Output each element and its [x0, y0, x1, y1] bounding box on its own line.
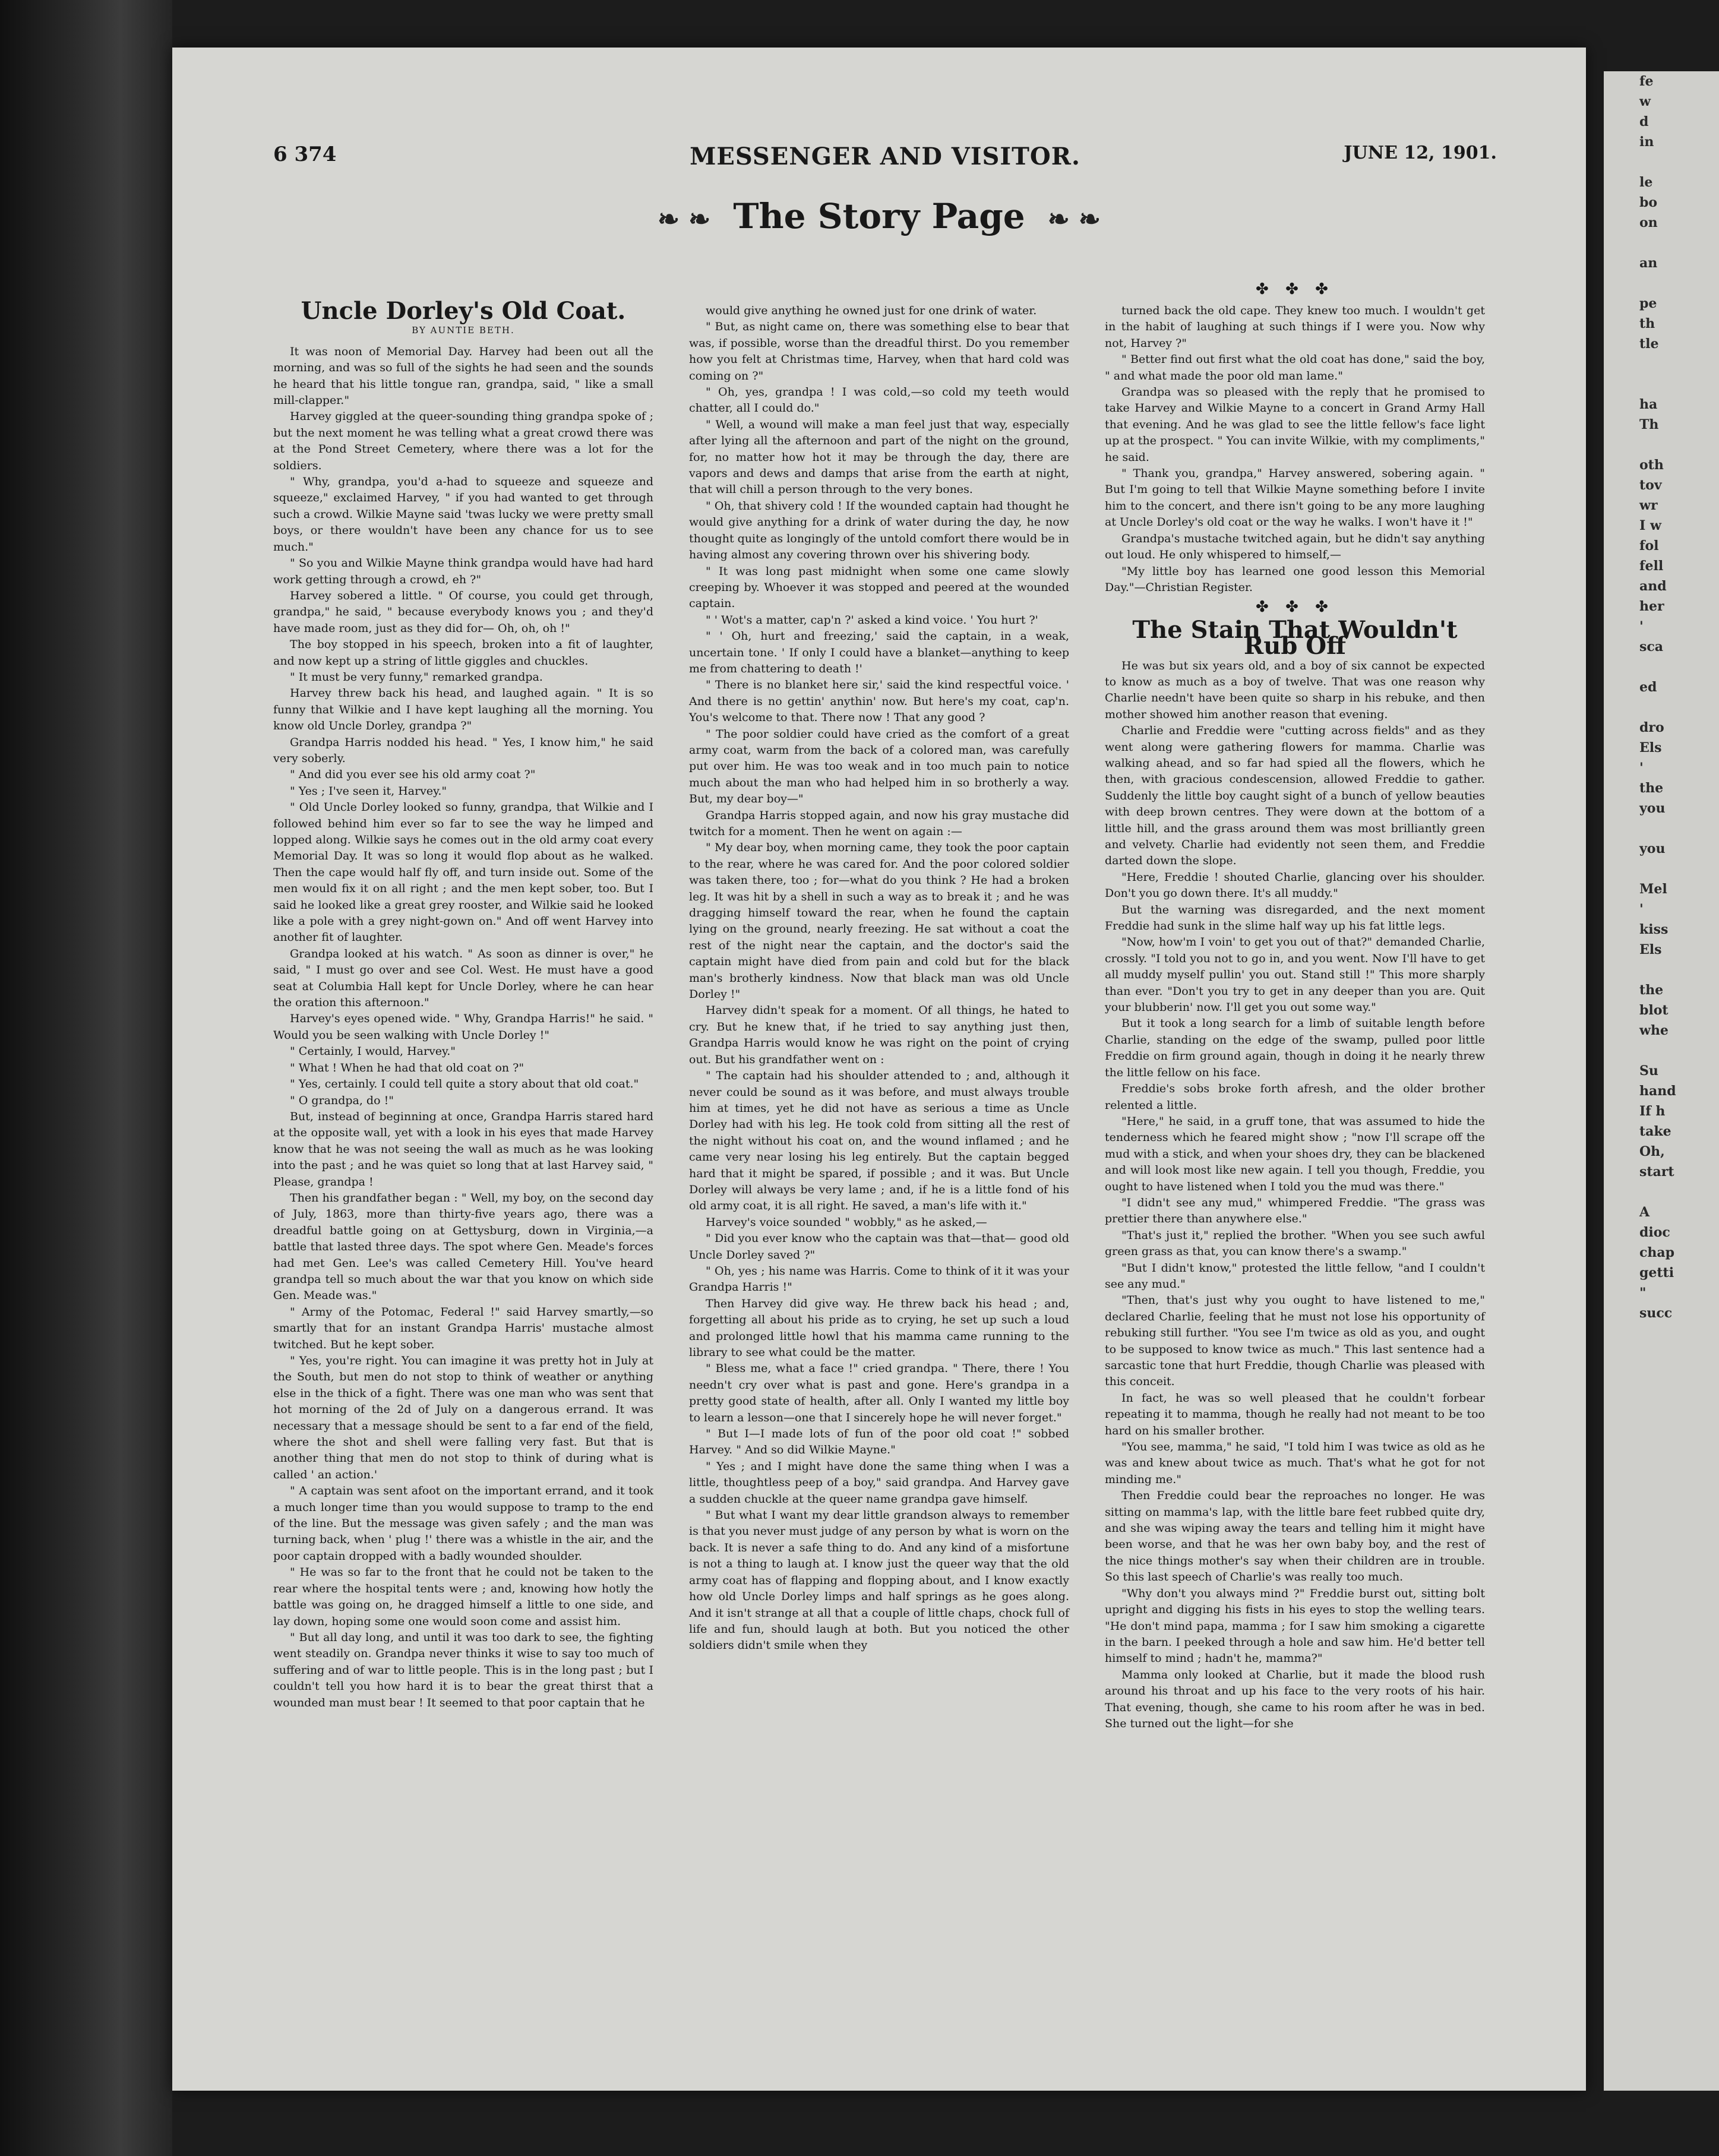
paragraph: " Oh, that shivery cold ! If the wounded captain had thought he would give anything for a drink of water during the day, he now thought quite as longingly of the untold comfort there would be in having almost any covering thrown over his shivering body. [689, 499, 1069, 562]
paragraph: " But what I want my dear little grandson always to remember is that you never must judge of any person by what is worn on the back. It is never a safe thing to do. And any kind of a misfortune is not a thing to laugh at. I know just the queer way that the old army coat has of flapping and flopping about, and I know exactly how old Uncle Dorley limps and half springs as he goes along. And it isn't strange at all that a couple of little chaps, chock full of life and fun, should laugh at both. But you noticed the other soldiers didn't smile when they [689, 1509, 1069, 1652]
edge-fragment: in [1639, 134, 1654, 150]
paragraph: Harvey threw back his head, and laughed again. " It is so funny that Wilkie and I have kept laughing all the morning. You know old Uncle Dorley, grandpa ?" [273, 687, 653, 733]
edge-fragment: whe [1639, 1023, 1669, 1038]
edge-fragment [1639, 818, 1719, 839]
edge-fragment [1639, 435, 1719, 455]
paragraph: " The captain had his shoulder attended to ; and, although it never could be sound as it was before, and must always trouble him at times, yet he did not have as serious a time as Uncle Dorley had with his leg. He took cold from sitting all the rest of the night without his coat on, and the wound inflamed ; and he came very near losing his leg entirely. But the captain begged hard that it might be spared, if possible ; and it was. But Uncle Dorley will always be very lame ; and, if he is a little fond of his old army coat, it is all right. He saved, a man's life with it." [689, 1069, 1069, 1213]
edge-fragment: sca [1639, 639, 1664, 655]
edge-fragment: oth [1639, 457, 1664, 473]
edge-fragment: tov [1639, 478, 1662, 493]
paragraph: " Yes, you're right. You can imagine it was pretty hot in July at the South, but men do not stop to think of weather or anything else in the thick of a fight. There was one man who was sent that hot morning of the 2d of July on a dangerous errand. It was necessary that a message should be sent to a far end of the field, where the shot and shell were falling very fast. But that is another thing that men do not stop to think of during what is called ' an action.' [273, 1354, 653, 1481]
edge-fragment: tle [1639, 336, 1659, 352]
story-body [689, 303, 1069, 1654]
paragraph: " Bless me, what a face !" cried grandpa. " There, there ! You needn't cry over what is past and gone. Here's grandpa in a pretty good state of health, after all. Only I wanted my little boy to learn a lesson—one that I sincerely hope he will never forget." [689, 1362, 1069, 1424]
newspaper-page [172, 48, 1586, 2091]
paragraph: " But I—I made lots of fun of the poor old coat !" sobbed Harvey. " And so did Wilkie Mayne." [689, 1427, 1069, 1457]
edge-fragment: pe [1639, 296, 1657, 311]
edge-fragment: d [1639, 114, 1649, 129]
edge-fragment: take [1639, 1124, 1671, 1139]
edge-fragment: blot [1639, 1003, 1669, 1018]
paragraph: " Well, a wound will make a man feel just that way, especially after lying all the afternoon and part of the night on the ground, for, no matter how hot it may be through the day, there are vapors and dews and damps that arise from the earth at night, that will chill a person through to the very bones. [689, 418, 1069, 497]
paragraph: But the warning was disregarded, and the next moment Freddie had sunk in the slime half way up his fat little legs. [1105, 903, 1485, 933]
section-title [172, 196, 1586, 236]
edge-fragment: fol [1639, 538, 1659, 554]
column-3 [1105, 303, 1485, 1732]
paragraph: Then Harvey did give way. He threw back his head ; and, forgetting all about his pride as to crying, he set up such a loud and prolonged little howl that his mamma came running to the library to see what could be the matter. [689, 1297, 1069, 1359]
paragraph: Grandpa's mustache twitched again, but he didn't say anything out loud. He only whispered to himself,— [1105, 532, 1485, 562]
paragraph: "My little boy has learned one good lesson this Memorial Day."—Christian Register. [1105, 564, 1485, 594]
masthead: MESSENGER AND VISITOR. [690, 143, 1080, 170]
edge-fragment [1639, 374, 1719, 394]
edge-fragment [1639, 152, 1719, 172]
page-number: 6 374 [273, 143, 337, 166]
edge-fragment: you [1639, 841, 1666, 856]
paragraph: "That's just it," replied the brother. "When you see such awful green grass as that, you can know there's a swamp." [1105, 1228, 1485, 1259]
edge-fragment: fell [1639, 558, 1664, 574]
story-title: Uncle Dorley's Old Coat. [301, 297, 626, 325]
edge-fragment: le [1639, 175, 1653, 190]
paragraph: " Why, grandpa, you'd a-had to squeeze and squeeze and squeeze," exclaimed Harvey, " if you had wanted to get through such a crowd. Wilkie Mayne said 'twas lucky we were pretty small boys, or there wouldn't have been any chance for us to see much." [273, 475, 653, 554]
edge-fragment: Oh, [1639, 1144, 1665, 1159]
paragraph: " A captain was sent afoot on the important errand, and it took a much longer time than you would suppose to tramp to the end of the line. But the message was given safely ; and the man was turning back, when ' plug !' there was a whistle in the air, and the poor captain dropped with a badly wounded shoulder. [273, 1484, 653, 1563]
paragraph: Mamma only looked at Charlie, but it made the blood rush around his throat and up his face to the very roots of his hair. That evening, though, she came to his room after he was in bed. She turned out the light—for she [1105, 1668, 1485, 1730]
edge-fragment: Mel [1639, 881, 1667, 897]
fleuron-ornament-icon: ❧ ❧ [1047, 204, 1101, 235]
edge-fragment: bo [1639, 195, 1658, 210]
paragraph: " What ! When he had that old coat on ?" [290, 1061, 524, 1074]
edge-fragment: th [1639, 316, 1655, 331]
edge-fragment [1639, 657, 1719, 677]
paragraph: " Old Uncle Dorley looked so funny, grandpa, that Wilkie and I followed behind him ever so far to see the way he limped and lopped along. Wilkie says he comes out in the old army coat every Memorial Day. It was so long it would flop about as he walked. Then the cape would half fly off, and turn inside out. Some of the men would fix it on all right ; and the men kept sober, too. But I said he looked like a great grey rooster, and Wilkie said he looked like a pole with a grey night-gown on." And off went Harvey into another fit of laughter. [273, 801, 653, 944]
paragraph: " Oh, yes ; his name was Harris. Come to think of it it was your Grandpa Harris !" [689, 1264, 1069, 1294]
paragraph: Grandpa looked at his watch. " As soon as dinner is over," he said, " I must go over and see Col. West. He must have a good seat at Columbia Hall kept for Uncle Dorley, where he can hear the oration this afternoon." [273, 947, 653, 1010]
edge-fragment: ha [1639, 397, 1658, 412]
edge-fragment: fe [1639, 74, 1654, 89]
edge-fragment: ed [1639, 679, 1657, 695]
paragraph: Harvey sobered a little. " Of course, you could get through, grandpa," he said, " because everybody knows you ; and they'd have made room, just as they did for— Oh, oh, oh !" [273, 589, 653, 635]
paragraph: Charlie and Freddie were "cutting across fields" and as they went along were gathering flowers for mamma. Charlie was walking ahead, and so far had spied all the flowers, which he then, with gracious condescension, allowed Freddie to gather. Suddenly the little boy caught sight of a bunch of yellow beauties with deep brown centres. They were down at the bottom of a little hill, and the grass around them was most brilliantly green and velvety. Charlie had evidently not seen them, and Freddie darted down the slope. [1105, 724, 1485, 868]
paragraph: Then Freddie could bear the reproaches no longer. He was sitting on mamma's lap, with the little bare feet rubbed quite dry, and she was wiping away the tears and telling him it might have been worse, and that he was her own baby boy, and the rest of the nice things mother's say when their children are in trouble. So this last speech of Charlie's was really too much. [1105, 1489, 1485, 1584]
edge-fragment: w [1639, 94, 1651, 109]
book-spine [0, 0, 172, 2156]
edge-fragment: A [1639, 1205, 1650, 1220]
story-body [1105, 303, 1485, 596]
paragraph: "You see, mamma," he said, "I told him I was twice as old as he was and knew about twice as much. That's what he got for not minding me." [1105, 1440, 1485, 1486]
paragraph: " Certainly, I would, Harvey." [290, 1045, 456, 1058]
paragraph: " Better find out first what the old coat has done," said the boy, " and what made the poor old man lame." [1105, 353, 1485, 382]
edge-fragment [1639, 273, 1719, 293]
paragraph: " ' Wot's a matter, cap'n ?' asked a kind voice. ' You hurt ?' [706, 613, 1038, 627]
edge-fragment: and [1639, 578, 1667, 594]
paragraph: Harvey giggled at the queer-sounding thing grandpa spoke of ; but the next moment he was telling what a great crowd there was at the Pond Street Cemetery, where there was a lot for the soldiers. [273, 410, 653, 472]
paragraph: "Why don't you always mind ?" Freddie burst out, sitting bolt upright and digging his fists in his eyes to stop the welling tears. "He don't mind papa, mamma ; for I saw him smoking a cigarette in the barn. I peeked through a hole and saw him. He'd better tell himself to mind ; hadn't he, mamma?" [1105, 1586, 1485, 1665]
edge-fragment: an [1639, 255, 1658, 271]
paragraph: " The poor soldier could have cried as the comfort of a great army coat, warm from the back of a colored man, was carefully put over him. He was too weak and in too much pain to notice much about the man who had helped him in so brotherly a way. But, my dear boy—" [689, 727, 1069, 806]
edge-fragment [1639, 1041, 1719, 1061]
edge-fragment [1639, 697, 1719, 717]
paragraph: Grandpa was so pleased with the reply that he promised to take Harvey and Wilkie Mayne to a concert in Grand Army Hall that evening. And he was glad to see the little fellow's face light up at the prospect. " You can invite Wilkie, with my compliments," he said. [1105, 385, 1485, 464]
edge-fragment: you [1639, 801, 1666, 816]
edge-fragment: ' [1639, 902, 1644, 917]
paragraph: turned back the old cape. They knew too much. I wouldn't get in the habit of laughing at such things if I were you. Now why not, Harvey ?" [1105, 304, 1485, 350]
paragraph: " Thank you, grandpa," Harvey answered, sobering again. " But I'm going to tell that Wilkie Mayne something before I invite him to the concert, and there isn't going to be any more laughing at Uncle Dorley's old coat or the way he walks. I won't have it !" [1105, 467, 1485, 529]
paragraph: " And did you ever see his old army coat ?" [290, 768, 536, 782]
paragraph: Harvey's eyes opened wide. " Why, Grandpa Harris!" he said. " Would you be seen walking with Uncle Dorley !" [273, 1012, 653, 1042]
column-2 [689, 303, 1069, 1654]
story-byline: BY AUNTIE BETH. [412, 325, 515, 336]
paragraph: " Did you ever know who the captain was that—that— good old Uncle Dorley saved ?" [689, 1232, 1069, 1262]
paragraph: In fact, he was so well pleased that he couldn't forbear repeating it to mamma, though he really had not meant to be too hard on his smaller brother. [1105, 1391, 1485, 1437]
edge-fragment: her [1639, 599, 1664, 614]
paragraph: " Yes ; and I might have done the same thing when I was a little, thoughtless peep of a boy," said grandpa. And Harvey gave a sudden chuckle at the queer name grandpa gave himself. [689, 1459, 1069, 1506]
story-body [273, 344, 653, 1711]
paragraph: But it took a long search for a limb of suitable length before Charlie, standing on the edge of the swamp, pulled poor little Freddie on firm ground again, though in doing it he nearly threw the little fellow on his face. [1105, 1017, 1485, 1079]
edge-fragment [1639, 233, 1719, 253]
paragraph: " He was so far to the front that he could not be taken to the rear where the hospital tents were ; and, knowing how hotly the battle was going on, he dragged himself a little to one side, and lay down, hoping some one would soon come and assist him. [273, 1566, 653, 1628]
edge-fragment [1639, 960, 1719, 980]
paragraph: "Here, Freddie ! shouted Charlie, glancing over his shoulder. Don't you go down there. It's all muddy." [1105, 870, 1485, 900]
edge-fragment: ' [1639, 619, 1644, 634]
story-title: The Stain That Wouldn't Rub Off [1132, 615, 1458, 660]
edge-fragment: chap [1639, 1245, 1675, 1260]
edge-fragment: If h [1639, 1104, 1666, 1119]
paragraph: Freddie's sobs broke forth afresh, and the older brother relented a little. [1105, 1082, 1485, 1112]
paragraph: " But all day long, and until it was too dark to see, the fighting went steadily on. Grandpa never thinks it wise to say too much of suffering and of war to little people. This is in the long past ; but I couldn't tell you how hard it is to bear the great thirst that a wounded man must bear ! It seemed to that poor captain that he [273, 1630, 653, 1709]
paragraph: " It was long past midnight when some one came slowly creeping by. Whoever it was stopped and peered at the wounded captain. [689, 564, 1069, 611]
adjacent-page-edge [1604, 71, 1719, 2091]
edge-fragment: the [1639, 780, 1664, 796]
paragraph: Harvey's voice sounded " wobbly," as he asked,— [706, 1215, 987, 1229]
paragraph: It was noon of Memorial Day. Harvey had been out all the morning, and was so full of the sights he had seen and the sounds he heard that his little tongue ran, grandpa, said, " like a small mill-clapper." [273, 344, 653, 407]
edge-fragment: the [1639, 982, 1664, 998]
edge-fragment [1639, 859, 1719, 879]
paragraph: "Here," he said, in a gruff tone, that was assumed to hide the tenderness which he feared might show ; "now I'll scrape off the mud with a stick, and when your shoes dry, they can be blackened and will look most like new again. I tell you though, Freddie, you ought to have listened when I told you the mud was there." [1105, 1114, 1485, 1193]
edge-fragment: kiss [1639, 922, 1669, 937]
edge-fragment: Els [1639, 942, 1662, 957]
paragraph: Grandpa Harris stopped again, and now his gray mustache did twitch for a moment. Then he went on again :— [689, 808, 1069, 838]
edge-fragment [1639, 354, 1719, 374]
story-separator: ✤ ✤ ✤ [1256, 598, 1334, 617]
paragraph: " So you and Wilkie Mayne think grandpa would have had hard work getting through a crowd, eh ?" [273, 557, 653, 586]
edge-fragment [1639, 1182, 1719, 1202]
paragraph: The boy stopped in his speech, broken into a fit of laughter, and now kept up a string of little giggles and chuckles. [273, 638, 653, 668]
edge-fragment: dro [1639, 720, 1664, 735]
paragraph: " My dear boy, when morning came, they took the poor captain to the rear, where he was cared for. And the poor colored soldier was taken there, too ; for—what do you think ? He had a broken leg. It was hit by a shell in such a way as to break it ; and he was dragging himself toward the rear, when he found the captain lying on the ground, nearly freezing. He sat without a coat the rest of the night near the captain, and the doctor's said the captain might have died from pain and cold but for the black man's brotherly kindness. Now that black man was old Uncle Dorley !" [689, 841, 1069, 1001]
column-1 [273, 297, 653, 1711]
story-body [1105, 658, 1485, 1733]
edge-fragment: Su [1639, 1063, 1658, 1079]
edge-fragment: succ [1639, 1305, 1673, 1321]
edge-fragment: Els [1639, 740, 1662, 755]
edge-fragment: hand [1639, 1083, 1676, 1099]
paragraph: " O grandpa, do !" [290, 1093, 394, 1107]
paragraph: Harvey didn't speak for a moment. Of all things, he hated to cry. But he knew that, if he tried to say anything just then, Grandpa Harris would know he was right on the point of crying out. But his grandfather went on : [689, 1004, 1069, 1066]
paragraph: But, instead of beginning at once, Grandpa Harris stared hard at the opposite wall, yet with a look in his eyes that made Harvey know that he was not seeing the wall as much as he was looking into the past ; and he was quiet so long that at last Harvey said, " Please, grandpa ! [273, 1109, 653, 1188]
paragraph: "Now, how'm I voin' to get you out of that?" demanded Charlie, crossly. "I told you not to go in, and you went. Now I'll have to get all muddy myself pullin' you out. Stand still !" This more sharply than ever. "Don't you try to get in any deeper than you are. Quit your blubberin' now. I'll get you out some way." [1105, 935, 1485, 1014]
edge-fragment: start [1639, 1164, 1674, 1180]
paragraph: "But I didn't know," protested the little fellow, "and I couldn't see any mud." [1105, 1261, 1485, 1291]
paragraph: " There is no blanket here sir,' said the kind respectful voice. ' And there is no gettin' anythin' now. But here's my coat, cap'n. You's welcome to that. There now ! That any good ? [689, 678, 1069, 725]
paragraph: " Army of the Potomac, Federal !" said Harvey smartly,—so smartly that for an instant Grandpa Harris' mustache almost twitched. But he kept sober. [273, 1305, 653, 1351]
edge-fragment: wr [1639, 498, 1658, 513]
paragraph: would give anything he owned just for one drink of water. [706, 304, 1037, 317]
paragraph: " ' Oh, hurt and freezing,' said the captain, in a weak, uncertain tone. ' If only I could have a blanket—anything to keep me from chattering to death !' [689, 630, 1069, 675]
fleuron-ornament-icon: ❧ ❧ [658, 204, 711, 235]
edge-fragment: on [1639, 215, 1658, 230]
paragraph: " But, as night came on, there was something else to bear that was, if possible, worse than the dreadful thirst. Do you remember how you felt at Christmas time, Harvey, when that hard cold was coming on ?" [689, 320, 1069, 382]
section-title-text: The Story Page [733, 196, 1025, 236]
edge-fragment: " [1639, 1285, 1647, 1301]
page-header [273, 143, 1497, 178]
paragraph: " It must be very funny," remarked grandpa. [290, 670, 543, 684]
paragraph: He was but six years old, and a boy of six cannot be expected to know as much as a boy of twelve. That was one reason why Charlie needn't have been quite so sharp in his rebuke, and then mother showed him another reason that evening. [1105, 659, 1485, 721]
paragraph: " Yes, certainly. I could tell quite a story about that old coat." [290, 1077, 639, 1091]
edge-fragment: dioc [1639, 1225, 1670, 1240]
paragraph: " Yes ; I've seen it, Harvey." [290, 784, 447, 798]
edge-fragment: Th [1639, 417, 1659, 432]
edge-fragment: ' [1639, 760, 1644, 776]
issue-date: JUNE 12, 1901. [1344, 143, 1497, 163]
column-separator: ✤ ✤ ✤ [1256, 280, 1334, 298]
edge-fragment: I w [1639, 518, 1661, 533]
paragraph: " Oh, yes, grandpa ! I was cold,—so cold my teeth would chatter, all I could do." [689, 385, 1069, 415]
paragraph: "Then, that's just why you ought to have listened to me," declared Charlie, feeling that he must not lose his opportunity of rebuking still further. "You see I'm twice as old as you, and ought to be supposed to know twice as much." This last sentence had a sarcastic tone that hurt Freddie, though Charlie was pleased with this conceit. [1105, 1294, 1485, 1389]
paragraph: "I didn't see any mud," whimpered Freddie. "The grass was prettier there than anywhere else." [1105, 1196, 1485, 1226]
paragraph: Then his grandfather began : " Well, my boy, on the second day of July, 1863, more than thirty-five years ago, there was a dreadful battle going on at Gettysburg, down in Virginia,—a battle that lasted three days. The spot where Gen. Meade's forces had met Gen. Lee's was called Cemetery Hill. You've heard grandpa tell so much about the war that you know on which side Gen. Meade was." [273, 1191, 653, 1303]
edge-text [1604, 71, 1719, 1323]
edge-fragment: getti [1639, 1265, 1674, 1281]
paragraph: Grandpa Harris nodded his head. " Yes, I know him," he said very soberly. [273, 735, 653, 765]
